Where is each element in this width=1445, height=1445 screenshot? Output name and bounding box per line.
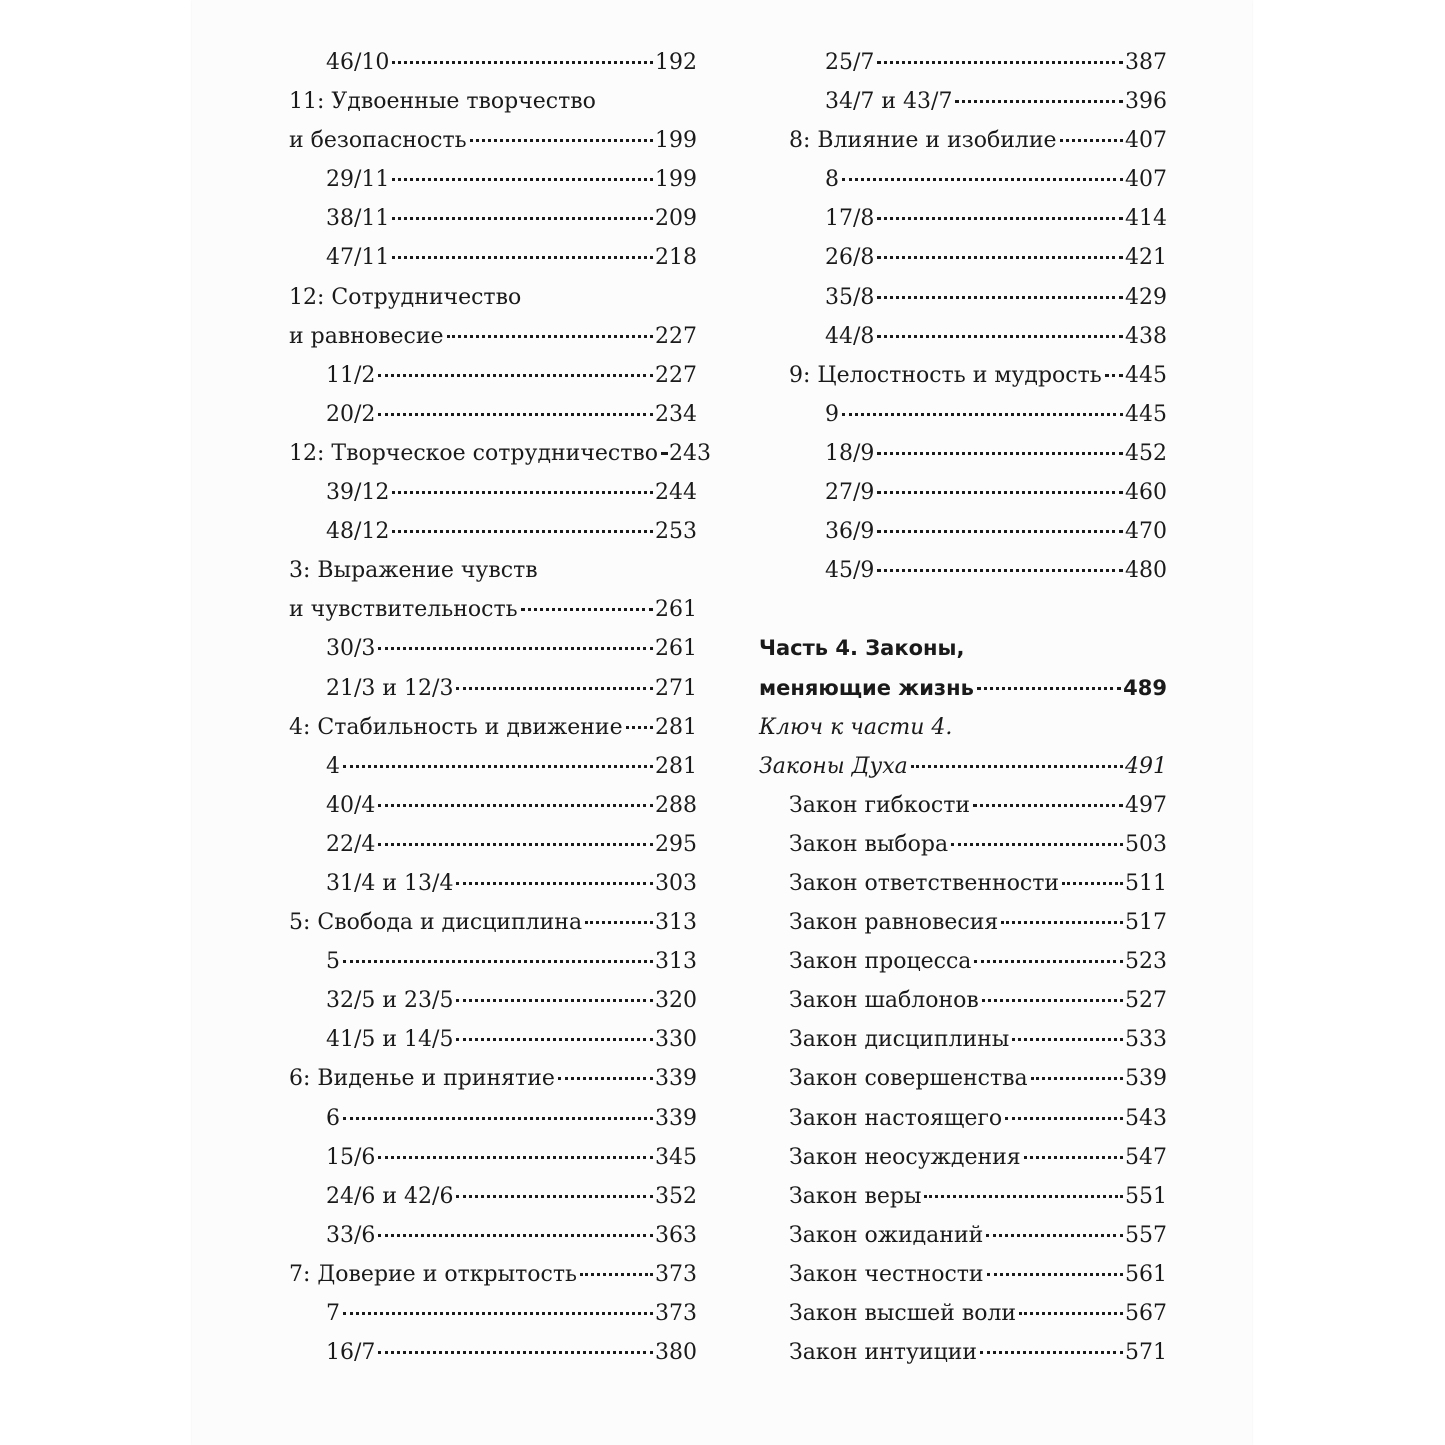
dot-leader [982,999,1123,1002]
toc-entry-page-number: 261 [655,597,697,623]
toc-entry-page-number: 543 [1125,1105,1167,1131]
toc-entry-page-number: 209 [655,206,697,232]
toc-entry-page-number: 421 [1125,245,1167,271]
toc-entry[interactable] [289,473,697,512]
toc-entry-page-number: 480 [1125,558,1167,584]
dot-leader [877,569,1123,572]
dot-leader [392,217,653,220]
toc-entry-page-number: 452 [1125,440,1167,466]
dot-leader [343,1117,653,1120]
dot-leader [924,1195,1123,1198]
toc-entry-title: 26/8 [825,245,875,271]
dot-leader [392,178,653,181]
dot-leader [456,999,653,1002]
toc-entry[interactable] [759,238,1167,277]
toc-entry[interactable] [759,199,1167,238]
toc-entry[interactable] [289,82,697,121]
toc-entry[interactable] [759,1020,1167,1059]
toc-entry[interactable] [759,1138,1167,1177]
toc-entry-title: 11: Удвоенные творчество [289,89,596,115]
toc-entry-page-number: 330 [655,1027,697,1053]
toc-entry-title: 12: Сотрудничество [289,284,522,310]
toc-entry[interactable] [289,278,697,317]
toc-entry-title: 48/12 [326,519,390,545]
toc-entry[interactable] [289,747,697,786]
toc-entry[interactable] [759,1099,1167,1138]
toc-entry[interactable] [759,278,1167,317]
dot-leader [1005,1117,1123,1120]
toc-entry-page-number: 533 [1125,1027,1167,1053]
dot-leader [1012,1038,1123,1041]
dot-leader [456,1038,653,1041]
toc-entry[interactable] [759,1059,1167,1098]
toc-entry[interactable] [289,121,697,160]
toc-entry-title: 4 [326,753,340,779]
toc-entry-title: 45/9 [825,558,875,584]
toc-entry[interactable] [759,1255,1167,1294]
toc-entry[interactable] [759,395,1167,434]
toc-entry-page-number: 561 [1125,1261,1167,1287]
toc-entry-title: 21/3 и 12/3 [326,675,454,701]
toc-entry-title: 17/8 [825,206,875,232]
toc-entry[interactable] [759,942,1167,981]
toc-entry-title: 20/2 [326,401,376,427]
toc-entry-page-number: 218 [655,245,697,271]
toc-entry-title: 11/2 [326,362,376,388]
dot-leader [626,726,653,729]
dot-leader [980,1351,1123,1354]
dot-leader [456,1195,653,1198]
toc-entry-page-number: 227 [655,362,697,388]
toc-entry-title: и чувствительность [289,597,518,623]
section-gap [759,590,1167,629]
dot-leader [1024,1156,1123,1159]
toc-entry-title: 15/6 [326,1144,376,1170]
toc-entry-title: Ключ к части 4. [759,714,953,740]
dot-leader [951,843,1123,846]
toc-entry[interactable] [759,825,1167,864]
toc-entry-title: 41/5 и 14/5 [326,1027,454,1053]
dot-leader [456,882,653,885]
dot-leader [521,608,653,611]
toc-entry-page-number: 261 [655,636,697,662]
dot-leader [456,687,653,690]
toc-entry-page-number: 491 [1125,753,1167,779]
toc-entry-title: 40/4 [326,792,376,818]
toc-left-column [289,43,712,1372]
toc-entry-page-number: 352 [655,1183,697,1209]
dot-leader [1031,1077,1123,1080]
toc-entry-page-number: 339 [655,1066,697,1092]
toc-entry-title: 39/12 [326,480,390,506]
toc-entry-title: 33/6 [326,1222,376,1248]
dot-leader [343,960,653,963]
toc-entry[interactable] [289,1294,697,1333]
toc-entry[interactable] [289,786,697,825]
toc-entry-title: Закон процесса [789,949,972,975]
toc-entry[interactable] [759,43,1167,82]
toc-entry-page-number: 199 [655,128,697,154]
toc-entry-page-number: 445 [1125,362,1167,388]
toc-entry-page-number: 363 [655,1222,697,1248]
toc-entry-title: 8 [825,167,839,193]
dot-leader [343,1312,653,1315]
toc-entry-title: 35/8 [825,284,875,310]
toc-entry[interactable] [289,199,697,238]
dot-leader [470,139,653,142]
toc-entry-page-number: 227 [655,323,697,349]
toc-entry-page-number: 407 [1125,128,1167,154]
toc-entry-page-number: 539 [1125,1066,1167,1092]
toc-entry[interactable] [759,864,1167,903]
toc-entry[interactable] [289,590,697,629]
toc-entry-page-number: 571 [1125,1340,1167,1366]
toc-entry-title: 47/11 [326,245,390,271]
toc-entry[interactable] [759,786,1167,825]
toc-entry-title: Закон высшей воли [789,1301,1017,1326]
toc-entry-title: Закон равновесия [789,910,999,936]
toc-entry[interactable] [289,512,697,551]
toc-entry-page-number: 199 [655,167,697,193]
toc-entry[interactable] [289,356,697,395]
toc-entry[interactable] [759,1333,1167,1372]
toc-entry-title: Закон гибкости [789,792,971,818]
toc-entry[interactable] [759,981,1167,1020]
toc-entry-title: Закон интуиции [789,1340,978,1366]
toc-entry[interactable] [759,708,1167,747]
toc-entry-title: 9: Целостность и мудрость [789,362,1102,388]
toc-entry-title: 34/7 и 43/7 [825,89,953,115]
dot-leader [1060,139,1123,142]
toc-entry-page-number: 243 [669,440,712,466]
toc-entry-page-number: 234 [655,401,697,427]
book-page [192,0,1252,1445]
dot-leader [987,1273,1123,1276]
toc-entry-page-number: 511 [1125,870,1167,896]
toc-entry-page-number: 470 [1125,519,1167,545]
toc-entry[interactable] [289,825,697,864]
toc-entry[interactable] [289,1138,697,1177]
toc-entry[interactable] [289,551,697,590]
toc-entry[interactable] [289,1099,697,1138]
dot-leader [977,687,1121,690]
dot-leader [392,530,653,533]
toc-entry[interactable] [289,434,712,473]
toc-entry-title: Закон совершенства [789,1066,1028,1092]
dot-leader [378,804,653,807]
toc-entry[interactable] [289,1333,697,1372]
toc-entry[interactable] [759,903,1167,942]
toc-entry-title: 5: Свобода и дисциплина [289,910,583,936]
toc-entry[interactable] [759,669,1167,708]
toc-entry-page-number: 489 [1123,675,1167,700]
dot-leader [877,256,1123,259]
toc-entry-page-number: 320 [655,988,697,1014]
toc-entry-page-number: 345 [655,1144,697,1170]
dot-leader [842,413,1123,416]
toc-entry-page-number: 396 [1125,89,1167,115]
toc-entry-page-number: 547 [1125,1144,1167,1170]
toc-entry[interactable] [759,629,1167,668]
toc-entry-page-number: 567 [1125,1301,1167,1326]
toc-entry-page-number: 281 [655,753,697,779]
toc-entry-title: и равновесие [289,323,444,349]
toc-entry-page-number: 407 [1125,167,1167,193]
toc-entry-title: 5 [326,949,340,975]
dot-leader [877,335,1123,338]
toc-entry[interactable] [759,473,1167,512]
toc-entry[interactable] [289,43,697,82]
toc-entry[interactable] [289,395,697,434]
toc-entry-title: 36/9 [825,519,875,545]
toc-entry-title: 25/7 [825,50,875,75]
toc-entry[interactable] [759,1177,1167,1216]
toc-entry-title: Закон дисциплины [789,1027,1010,1053]
toc-entry-page-number: 373 [655,1261,697,1287]
dot-leader [877,61,1123,64]
toc-entry[interactable] [289,1177,697,1216]
toc-entry-title: 18/9 [825,440,875,466]
dot-leader [378,1351,653,1354]
toc-entry-title: Закон неосуждения [789,1144,1021,1170]
dot-leader [1001,921,1123,924]
dot-leader [558,1077,653,1080]
dot-leader [877,452,1123,455]
toc-entry-page-number: 414 [1125,206,1167,232]
toc-entry[interactable] [289,708,697,747]
toc-entry-title: 8: Влияние и изобилие [789,128,1057,154]
toc-entry-title: 22/4 [326,831,376,857]
toc-entry-page-number: 523 [1125,949,1167,975]
dot-leader [392,491,653,494]
toc-entry-page-number: 339 [655,1105,697,1131]
toc-entry-title: Закон шаблонов [789,988,979,1014]
toc-entry-title: 16/7 [326,1340,376,1366]
toc-entry-page-number: 313 [655,910,697,936]
toc-entry[interactable] [289,903,697,942]
toc-entry[interactable] [759,82,1167,121]
dot-leader [974,960,1123,963]
toc-entry-page-number: 527 [1125,988,1167,1014]
toc-entry[interactable] [759,551,1167,590]
toc-entry-title: Закон выбора [789,831,949,857]
toc-entry[interactable] [759,356,1167,395]
toc-entry[interactable] [759,1216,1167,1255]
toc-entry[interactable] [289,317,697,356]
toc-entry-title: 32/5 и 23/5 [326,988,454,1014]
toc-entry-page-number: 551 [1125,1183,1167,1209]
toc-entry-title: 9 [825,401,839,427]
toc-entry-title: 6 [326,1105,340,1131]
toc-entry[interactable] [289,160,697,199]
toc-entry-title: Закон ожиданий [789,1222,984,1248]
dot-leader [378,413,653,416]
dot-leader [877,491,1123,494]
dot-leader [661,452,667,455]
toc-entry-page-number: 497 [1125,792,1167,818]
toc-entry-page-number: 373 [655,1301,697,1326]
dot-leader [955,100,1123,103]
toc-entry[interactable] [289,238,697,277]
toc-entry[interactable] [759,1294,1167,1333]
dot-leader [343,765,653,768]
dot-leader [585,921,653,924]
toc-entry-page-number: 295 [655,831,697,857]
toc-entry[interactable] [289,669,697,708]
dot-leader [392,256,653,259]
dot-leader [911,765,1123,768]
toc-entry-page-number: 387 [1125,50,1167,75]
dot-leader [378,647,653,650]
dot-leader [392,61,653,64]
toc-entry[interactable] [289,1216,697,1255]
toc-entry-title: 7 [326,1301,340,1326]
toc-entry-page-number: 271 [655,675,697,701]
toc-entry-title: 30/3 [326,636,376,662]
toc-entry-title: и безопасность [289,128,467,154]
dot-leader [877,296,1123,299]
toc-entry[interactable] [759,434,1167,473]
dot-leader [447,335,653,338]
toc-entry-title: Закон честности [789,1261,984,1287]
dot-leader [1019,1312,1123,1315]
toc-entry-title: 38/11 [326,206,390,232]
toc-entry-title: 31/4 и 13/4 [326,870,454,896]
toc-entry[interactable] [759,747,1167,786]
dot-leader [986,1234,1123,1237]
dot-leader [1105,374,1123,377]
toc-entry-page-number: 557 [1125,1222,1167,1248]
toc-entry-page-number: 303 [655,870,697,896]
toc-entry[interactable] [289,1020,697,1059]
toc-entry-title: 46/10 [326,50,390,75]
toc-entry-title: 29/11 [326,167,390,193]
toc-entry-title: 6: Виденье и принятие [289,1066,555,1092]
dot-leader [378,843,653,846]
dot-leader [973,804,1123,807]
toc-entry[interactable] [759,121,1167,160]
toc-entry-title: 7: Доверие и открытость [289,1261,577,1287]
toc-entry[interactable] [759,160,1167,199]
toc-entry-title: Закон настоящего [789,1105,1003,1131]
toc-entry-title: Законы Духа [759,753,908,779]
toc-entry[interactable] [289,864,697,903]
toc-entry-page-number: 288 [655,792,697,818]
toc-entry-title: Закон ответственности [789,870,1060,896]
dot-leader [842,178,1123,181]
toc-entry-page-number: 503 [1125,831,1167,857]
toc-entry-page-number: 517 [1125,910,1167,936]
dot-leader [378,1234,653,1237]
toc-entry-page-number: 438 [1125,323,1167,349]
toc-entry-title: меняющие жизнь [759,675,974,700]
dot-leader [877,217,1123,220]
toc-entry[interactable] [289,1059,697,1098]
toc-entry-page-number: 253 [655,519,697,545]
toc-entry-page-number: 244 [655,480,697,506]
toc-entry-title: Часть 4. Законы, [759,636,965,661]
toc-entry-title: 12: Творческое сотрудничество [289,440,659,466]
toc-entry-title: 24/6 и 42/6 [326,1183,454,1209]
toc-entry-page-number: 429 [1125,284,1167,310]
toc-entry-title: Закон веры [789,1183,922,1209]
toc-entry-page-number: 192 [655,50,697,75]
toc-right-column [759,43,1167,1372]
toc-entry[interactable] [289,981,697,1020]
dot-leader [877,530,1123,533]
toc-entry[interactable] [289,1255,697,1294]
dot-leader [1062,882,1123,885]
toc-entry-page-number: 460 [1125,480,1167,506]
dot-leader [580,1273,653,1276]
toc-entry-page-number: 281 [655,714,697,740]
dot-leader [378,1156,653,1159]
toc-entry[interactable] [759,512,1167,551]
toc-entry-page-number: 380 [655,1340,697,1366]
toc-entry-title: 44/8 [825,323,875,349]
toc-entry-page-number: 445 [1125,401,1167,427]
toc-entry-title: 27/9 [825,480,875,506]
dot-leader [378,374,653,377]
toc-entry[interactable] [759,317,1167,356]
toc-entry[interactable] [289,942,697,981]
toc-entry-title: 4: Стабильность и движение [289,714,623,740]
toc-entry[interactable] [289,629,697,668]
toc-entry-title: 3: Выражение чувств [289,558,538,584]
toc-entry-page-number: 313 [655,949,697,975]
